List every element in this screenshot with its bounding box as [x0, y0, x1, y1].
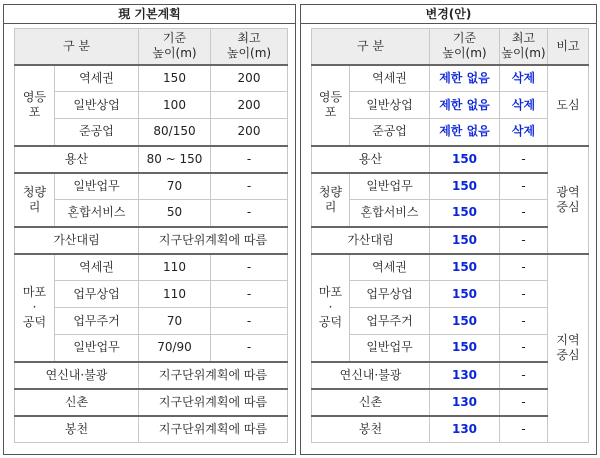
row-label: 업무상업	[350, 281, 430, 308]
row-label: 봉천	[15, 416, 139, 443]
base-height-value: 80/150	[139, 119, 211, 146]
base-height-value: 110	[139, 281, 211, 308]
plan-note: 지구단위계획에 따름	[139, 227, 288, 254]
base-height-value: 제한 없음	[430, 92, 500, 119]
row-label: 역세권	[350, 65, 430, 92]
base-height-value: 150	[430, 254, 500, 281]
max-height-value: -	[500, 254, 548, 281]
max-height-value: 200	[211, 65, 288, 92]
plan-note: 지구단위계획에 따름	[139, 416, 288, 443]
max-height-value: -	[211, 335, 288, 362]
row-label: 업무상업	[55, 281, 139, 308]
header-max-height: 최고 높이(m)	[500, 29, 548, 65]
base-height-value: 150	[430, 335, 500, 362]
base-height-value: 70	[139, 308, 211, 335]
max-height-value: -	[500, 416, 548, 443]
base-height-value: 100	[139, 92, 211, 119]
group-mapo-gongdeok: 마포 · 공덕	[312, 254, 350, 362]
max-height-value: -	[500, 335, 548, 362]
proposed-change-table	[311, 28, 589, 443]
row-label: 일반업무	[55, 335, 139, 362]
base-height-value: 150	[430, 146, 500, 173]
max-height-value: 삭제	[500, 92, 548, 119]
row-label: 준공업	[350, 119, 430, 146]
base-height-value: 130	[430, 389, 500, 416]
row-label: 신촌	[312, 389, 430, 416]
base-height-value: 150	[430, 308, 500, 335]
note-metropolitan-center: 광역 중심	[548, 146, 589, 254]
max-height-value: -	[211, 308, 288, 335]
max-height-value: 삭제	[500, 119, 548, 146]
row-label: 용산	[312, 146, 430, 173]
max-height-value: -	[500, 200, 548, 227]
base-height-value: 150	[430, 200, 500, 227]
row-label: 업무주거	[55, 308, 139, 335]
row-label: 용산	[15, 146, 139, 173]
base-height-value: 70	[139, 173, 211, 200]
max-height-value: 200	[211, 119, 288, 146]
note-regional-center: 지역 중심	[548, 254, 589, 443]
row-label: 역세권	[55, 65, 139, 92]
header-base-height: 기준 높이(m)	[430, 29, 500, 65]
base-height-value: 70/90	[139, 335, 211, 362]
max-height-value: -	[211, 173, 288, 200]
max-height-value: 200	[211, 92, 288, 119]
current-plan-title: 現 기본계획	[4, 5, 295, 24]
plan-note: 지구단위계획에 따름	[139, 389, 288, 416]
row-label: 신촌	[15, 389, 139, 416]
base-height-value: 130	[430, 362, 500, 389]
max-height-value: -	[211, 146, 288, 173]
row-label: 일반상업	[55, 92, 139, 119]
max-height-value: -	[500, 308, 548, 335]
max-height-value: -	[500, 362, 548, 389]
max-height-value: -	[211, 281, 288, 308]
header-gubun: 구 분	[15, 29, 139, 65]
base-height-value: 제한 없음	[430, 65, 500, 92]
base-height-value: 150	[430, 227, 500, 254]
row-label: 연신내·불광	[312, 362, 430, 389]
header-base-height: 기준 높이(m)	[139, 29, 211, 65]
max-height-value: 삭제	[500, 65, 548, 92]
max-height-value: -	[211, 254, 288, 281]
proposed-change-title: 변경(안)	[301, 5, 596, 24]
current-plan-panel	[3, 4, 296, 455]
row-label: 업무주거	[350, 308, 430, 335]
max-height-value: -	[500, 281, 548, 308]
row-label: 일반업무	[350, 173, 430, 200]
current-plan-table	[14, 28, 288, 443]
group-yeongdeungpo: 영등 포	[312, 65, 350, 146]
max-height-value: -	[500, 227, 548, 254]
row-label: 가산대림	[15, 227, 139, 254]
header-gubun: 구 분	[312, 29, 430, 65]
header-note: 비고	[548, 29, 589, 65]
row-label: 일반상업	[350, 92, 430, 119]
row-label: 봉천	[312, 416, 430, 443]
proposed-change-panel	[300, 4, 597, 455]
row-label: 역세권	[55, 254, 139, 281]
header-max-height: 최고 높이(m)	[211, 29, 288, 65]
base-height-value: 130	[430, 416, 500, 443]
group-mapo-gongdeok: 마포 · 공덕	[15, 254, 55, 362]
note-downtown: 도심	[548, 65, 589, 146]
base-height-value: 110	[139, 254, 211, 281]
group-cheongnyangni: 청량 리	[312, 173, 350, 227]
row-label: 일반업무	[55, 173, 139, 200]
row-label: 역세권	[350, 254, 430, 281]
row-label: 가산대림	[312, 227, 430, 254]
row-label: 혼합서비스	[350, 200, 430, 227]
base-height-value: 150	[430, 281, 500, 308]
max-height-value: -	[500, 146, 548, 173]
base-height-value: 150	[139, 65, 211, 92]
base-height-value: 50	[139, 200, 211, 227]
base-height-value: 150	[430, 173, 500, 200]
row-label: 준공업	[55, 119, 139, 146]
max-height-value: -	[500, 173, 548, 200]
group-cheongnyangni: 청량 리	[15, 173, 55, 227]
max-height-value: -	[211, 200, 288, 227]
base-height-value: 80 ~ 150	[139, 146, 211, 173]
base-height-value: 제한 없음	[430, 119, 500, 146]
row-label: 일반업무	[350, 335, 430, 362]
row-label: 혼합서비스	[55, 200, 139, 227]
row-label: 연신내·불광	[15, 362, 139, 389]
max-height-value: -	[500, 389, 548, 416]
group-yeongdeungpo: 영등 포	[15, 65, 55, 146]
plan-note: 지구단위계획에 따름	[139, 362, 288, 389]
